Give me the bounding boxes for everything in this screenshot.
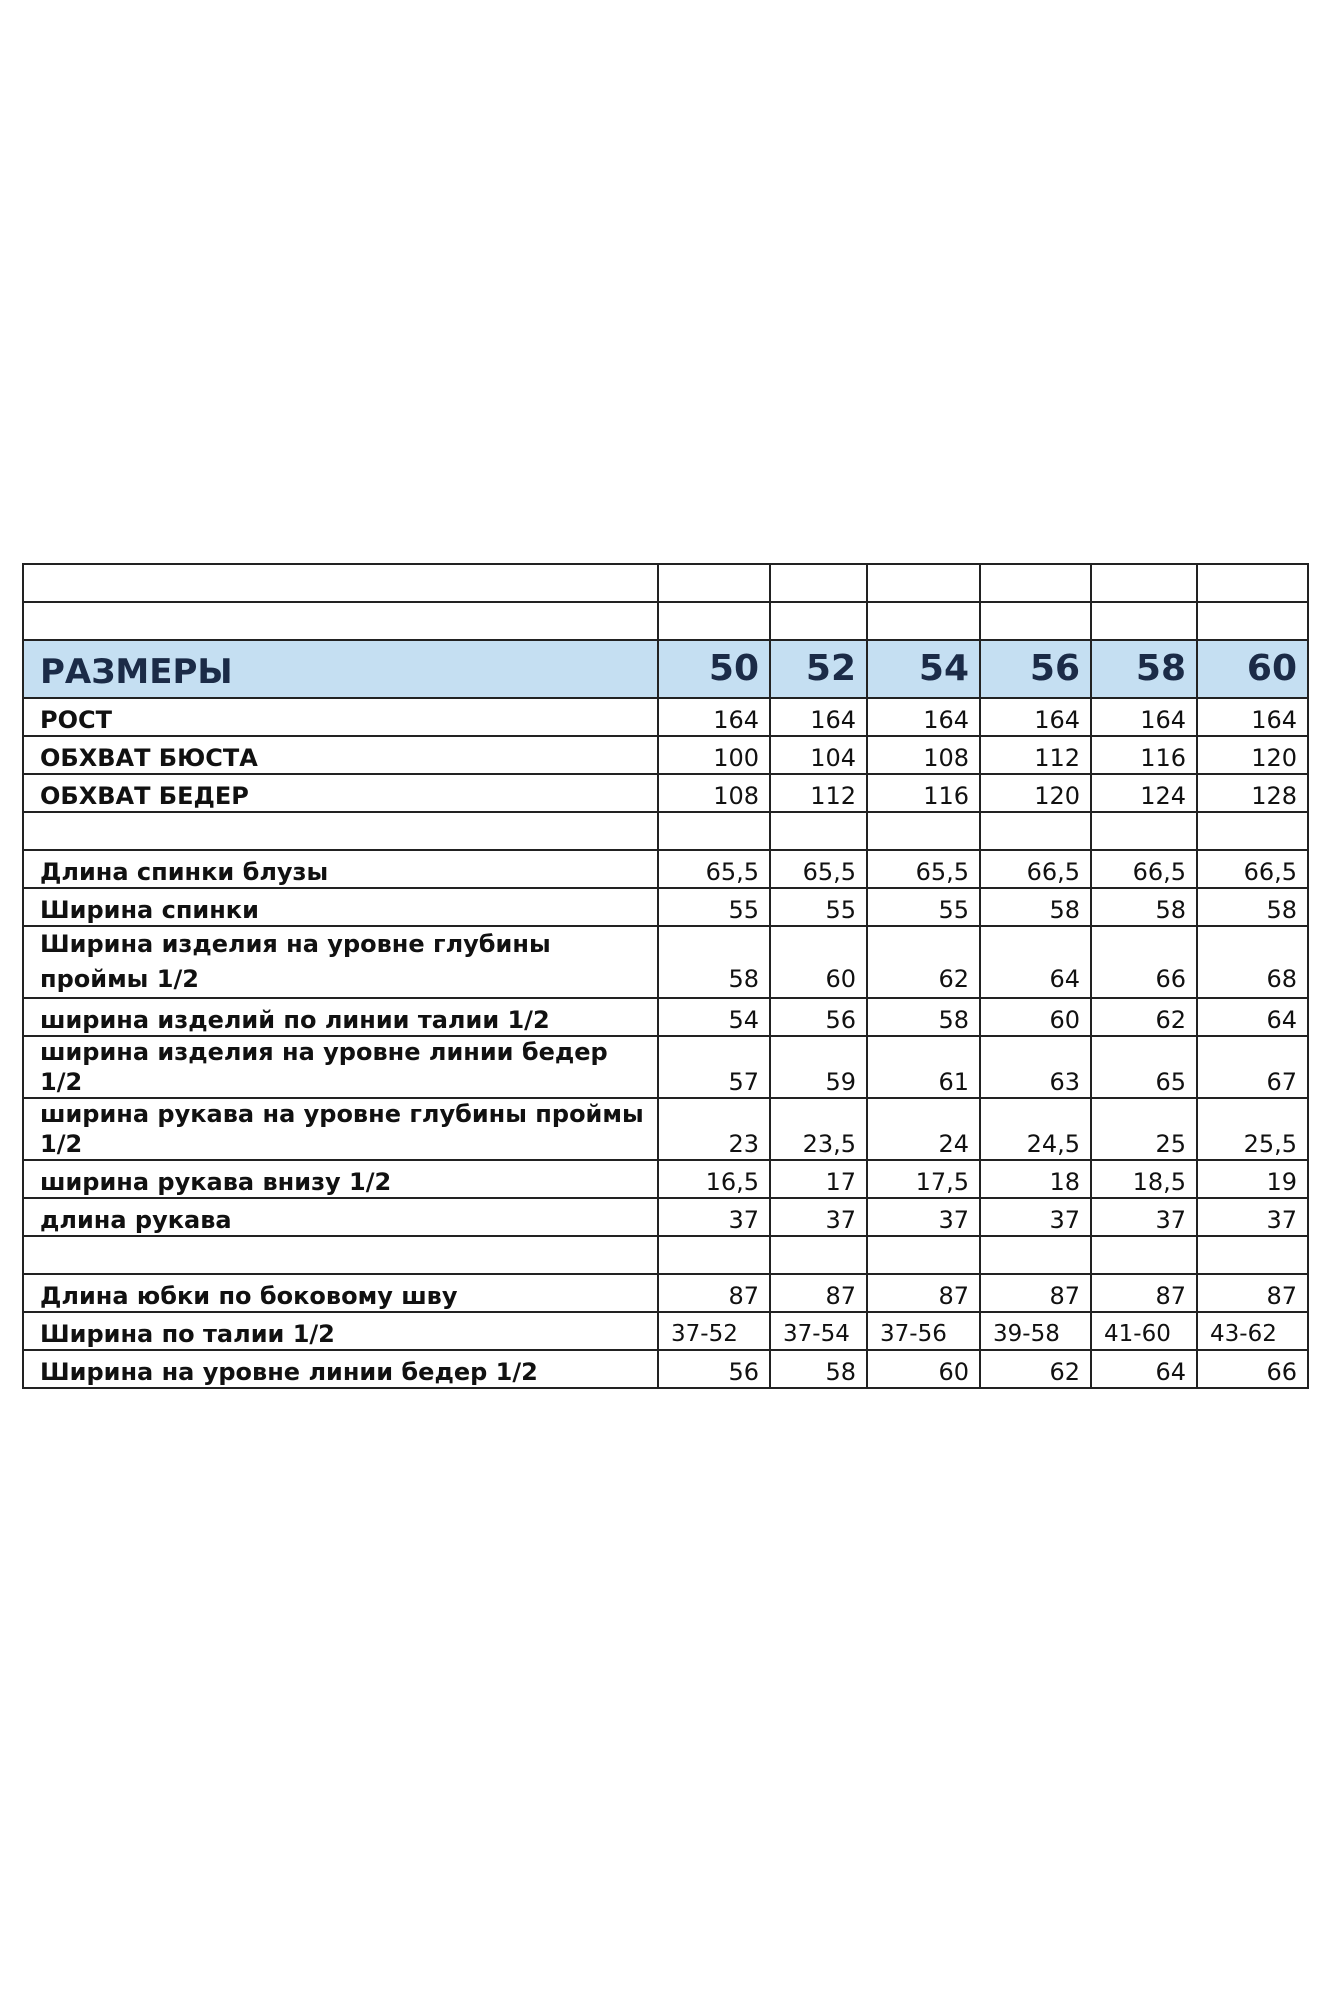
measurement-value: 108 xyxy=(867,736,980,774)
measurement-row xyxy=(23,998,1308,1036)
empty-cell xyxy=(23,812,658,850)
measurement-value: 54 xyxy=(658,998,770,1036)
measurement-value: 58 xyxy=(1091,888,1197,926)
measurement-value: 24,5 xyxy=(980,1098,1091,1160)
measurement-value: 120 xyxy=(980,774,1091,812)
empty-cell xyxy=(770,1236,867,1274)
measurement-label: ширина изделий по линии талии 1/2 xyxy=(23,998,658,1036)
measurement-row xyxy=(23,736,1308,774)
measurement-label: ширина рукава на уровне глубины проймы 1/2 xyxy=(23,1098,658,1160)
empty-cell xyxy=(867,1236,980,1274)
measurement-value: 66,5 xyxy=(1091,850,1197,888)
measurement-value: 23 xyxy=(658,1098,770,1160)
measurement-label: длина рукава xyxy=(23,1198,658,1236)
measurement-value: 65,5 xyxy=(658,850,770,888)
measurement-value: 25 xyxy=(1091,1098,1197,1160)
measurement-value: 37-56 xyxy=(867,1312,980,1350)
empty-cell xyxy=(658,812,770,850)
empty-cell xyxy=(770,602,867,640)
size-chart-table xyxy=(22,563,1309,1389)
measurement-value: 164 xyxy=(980,698,1091,736)
blank-row xyxy=(23,812,1308,850)
measurement-value: 66,5 xyxy=(1197,850,1308,888)
empty-cell xyxy=(770,564,867,602)
measurement-value: 66,5 xyxy=(980,850,1091,888)
measurement-row xyxy=(23,1198,1308,1236)
empty-cell xyxy=(1197,812,1308,850)
measurement-label: Длина спинки блузы xyxy=(23,850,658,888)
measurement-value: 63 xyxy=(980,1036,1091,1098)
measurement-row xyxy=(23,926,1308,998)
blank-row xyxy=(23,564,1308,602)
empty-cell xyxy=(1197,602,1308,640)
measurement-value: 164 xyxy=(867,698,980,736)
measurement-value: 55 xyxy=(770,888,867,926)
measurement-value: 37-52 xyxy=(658,1312,770,1350)
measurement-value: 58 xyxy=(1197,888,1308,926)
measurement-value: 60 xyxy=(770,926,867,998)
empty-cell xyxy=(980,812,1091,850)
measurement-value: 37 xyxy=(1197,1198,1308,1236)
measurement-label: РОСТ xyxy=(23,698,658,736)
measurement-value: 164 xyxy=(1091,698,1197,736)
measurement-label: Ширина спинки xyxy=(23,888,658,926)
measurement-value: 87 xyxy=(1197,1274,1308,1312)
empty-cell xyxy=(658,602,770,640)
measurement-value: 87 xyxy=(770,1274,867,1312)
measurement-value: 65,5 xyxy=(770,850,867,888)
sizes-header-row xyxy=(23,640,1308,698)
measurement-value: 25,5 xyxy=(1197,1098,1308,1160)
measurement-value: 120 xyxy=(1197,736,1308,774)
measurement-value: 164 xyxy=(1197,698,1308,736)
measurement-row xyxy=(23,1350,1308,1388)
sizes-header-label: РАЗМЕРЫ xyxy=(23,640,658,698)
measurement-value: 58 xyxy=(980,888,1091,926)
measurement-value: 65,5 xyxy=(867,850,980,888)
measurement-value: 58 xyxy=(867,998,980,1036)
measurement-row xyxy=(23,698,1308,736)
measurement-value: 104 xyxy=(770,736,867,774)
measurement-value: 43-62 xyxy=(1197,1312,1308,1350)
empty-cell xyxy=(1091,1236,1197,1274)
measurement-value: 64 xyxy=(1197,998,1308,1036)
measurement-value: 56 xyxy=(658,1350,770,1388)
measurement-value: 24 xyxy=(867,1098,980,1160)
measurement-value: 116 xyxy=(1091,736,1197,774)
measurement-value: 58 xyxy=(770,1350,867,1388)
measurement-value: 61 xyxy=(867,1036,980,1098)
measurement-row xyxy=(23,1036,1308,1098)
empty-cell xyxy=(1091,812,1197,850)
measurement-value: 112 xyxy=(980,736,1091,774)
measurement-label: Ширина по талии 1/2 xyxy=(23,1312,658,1350)
measurement-value: 37 xyxy=(658,1198,770,1236)
measurement-value: 56 xyxy=(770,998,867,1036)
measurement-value: 64 xyxy=(1091,1350,1197,1388)
measurement-value: 60 xyxy=(980,998,1091,1036)
measurement-value: 23,5 xyxy=(770,1098,867,1160)
empty-cell xyxy=(23,564,658,602)
measurement-label: ширина изделия на уровне линии бедер 1/2 xyxy=(23,1036,658,1098)
measurement-value: 55 xyxy=(658,888,770,926)
size-header-cell: 54 xyxy=(867,640,980,698)
size-header-cell: 58 xyxy=(1091,640,1197,698)
empty-cell xyxy=(980,564,1091,602)
measurement-value: 164 xyxy=(770,698,867,736)
measurement-value: 60 xyxy=(867,1350,980,1388)
measurement-label: Ширина изделия на уровне глубины проймы 1/2 xyxy=(23,926,658,998)
measurement-value: 87 xyxy=(658,1274,770,1312)
blank-row xyxy=(23,602,1308,640)
measurement-value: 87 xyxy=(867,1274,980,1312)
measurement-value: 19 xyxy=(1197,1160,1308,1198)
measurement-value: 37 xyxy=(1091,1198,1197,1236)
size-chart-body xyxy=(23,564,1308,1388)
measurement-value: 68 xyxy=(1197,926,1308,998)
empty-cell xyxy=(867,812,980,850)
empty-cell xyxy=(23,1236,658,1274)
empty-cell xyxy=(1197,564,1308,602)
measurement-value: 112 xyxy=(770,774,867,812)
measurement-value: 58 xyxy=(658,926,770,998)
measurement-value: 67 xyxy=(1197,1036,1308,1098)
measurement-value: 64 xyxy=(980,926,1091,998)
measurement-value: 37 xyxy=(770,1198,867,1236)
empty-cell xyxy=(658,564,770,602)
measurement-label: ОБХВАТ БЮСТА xyxy=(23,736,658,774)
measurement-label: ОБХВАТ БЕДЕР xyxy=(23,774,658,812)
measurement-row xyxy=(23,1274,1308,1312)
measurement-value: 37 xyxy=(980,1198,1091,1236)
size-header-cell: 56 xyxy=(980,640,1091,698)
measurement-label: Длина юбки по боковому шву xyxy=(23,1274,658,1312)
empty-cell xyxy=(980,1236,1091,1274)
empty-cell xyxy=(867,564,980,602)
measurement-value: 17,5 xyxy=(867,1160,980,1198)
measurement-value: 116 xyxy=(867,774,980,812)
empty-cell xyxy=(867,602,980,640)
measurement-value: 37 xyxy=(867,1198,980,1236)
empty-cell xyxy=(1091,564,1197,602)
measurement-value: 17 xyxy=(770,1160,867,1198)
size-header-cell: 60 xyxy=(1197,640,1308,698)
measurement-value: 108 xyxy=(658,774,770,812)
measurement-value: 55 xyxy=(867,888,980,926)
measurement-label: ширина рукава внизу 1/2 xyxy=(23,1160,658,1198)
measurement-value: 87 xyxy=(980,1274,1091,1312)
empty-cell xyxy=(658,1236,770,1274)
size-header-cell: 52 xyxy=(770,640,867,698)
measurement-value: 39-58 xyxy=(980,1312,1091,1350)
measurement-value: 164 xyxy=(658,698,770,736)
measurement-row xyxy=(23,850,1308,888)
measurement-value: 41-60 xyxy=(1091,1312,1197,1350)
measurement-value: 87 xyxy=(1091,1274,1197,1312)
blank-row xyxy=(23,1236,1308,1274)
measurement-row xyxy=(23,774,1308,812)
empty-cell xyxy=(1091,602,1197,640)
measurement-value: 62 xyxy=(1091,998,1197,1036)
measurement-row xyxy=(23,1160,1308,1198)
size-header-cell: 50 xyxy=(658,640,770,698)
measurement-value: 128 xyxy=(1197,774,1308,812)
measurement-label: Ширина на уровне линии бедер 1/2 xyxy=(23,1350,658,1388)
empty-cell xyxy=(1197,1236,1308,1274)
measurement-value: 59 xyxy=(770,1036,867,1098)
measurement-value: 16,5 xyxy=(658,1160,770,1198)
measurement-value: 100 xyxy=(658,736,770,774)
measurement-value: 37-54 xyxy=(770,1312,867,1350)
measurement-value: 65 xyxy=(1091,1036,1197,1098)
measurement-value: 18 xyxy=(980,1160,1091,1198)
empty-cell xyxy=(770,812,867,850)
measurement-row xyxy=(23,1098,1308,1160)
measurement-value: 124 xyxy=(1091,774,1197,812)
measurement-value: 18,5 xyxy=(1091,1160,1197,1198)
measurement-value: 62 xyxy=(980,1350,1091,1388)
measurement-value: 66 xyxy=(1197,1350,1308,1388)
measurement-row xyxy=(23,1312,1308,1350)
empty-cell xyxy=(980,602,1091,640)
empty-cell xyxy=(23,602,658,640)
measurement-value: 57 xyxy=(658,1036,770,1098)
measurement-value: 66 xyxy=(1091,926,1197,998)
measurement-row xyxy=(23,888,1308,926)
measurement-value: 62 xyxy=(867,926,980,998)
